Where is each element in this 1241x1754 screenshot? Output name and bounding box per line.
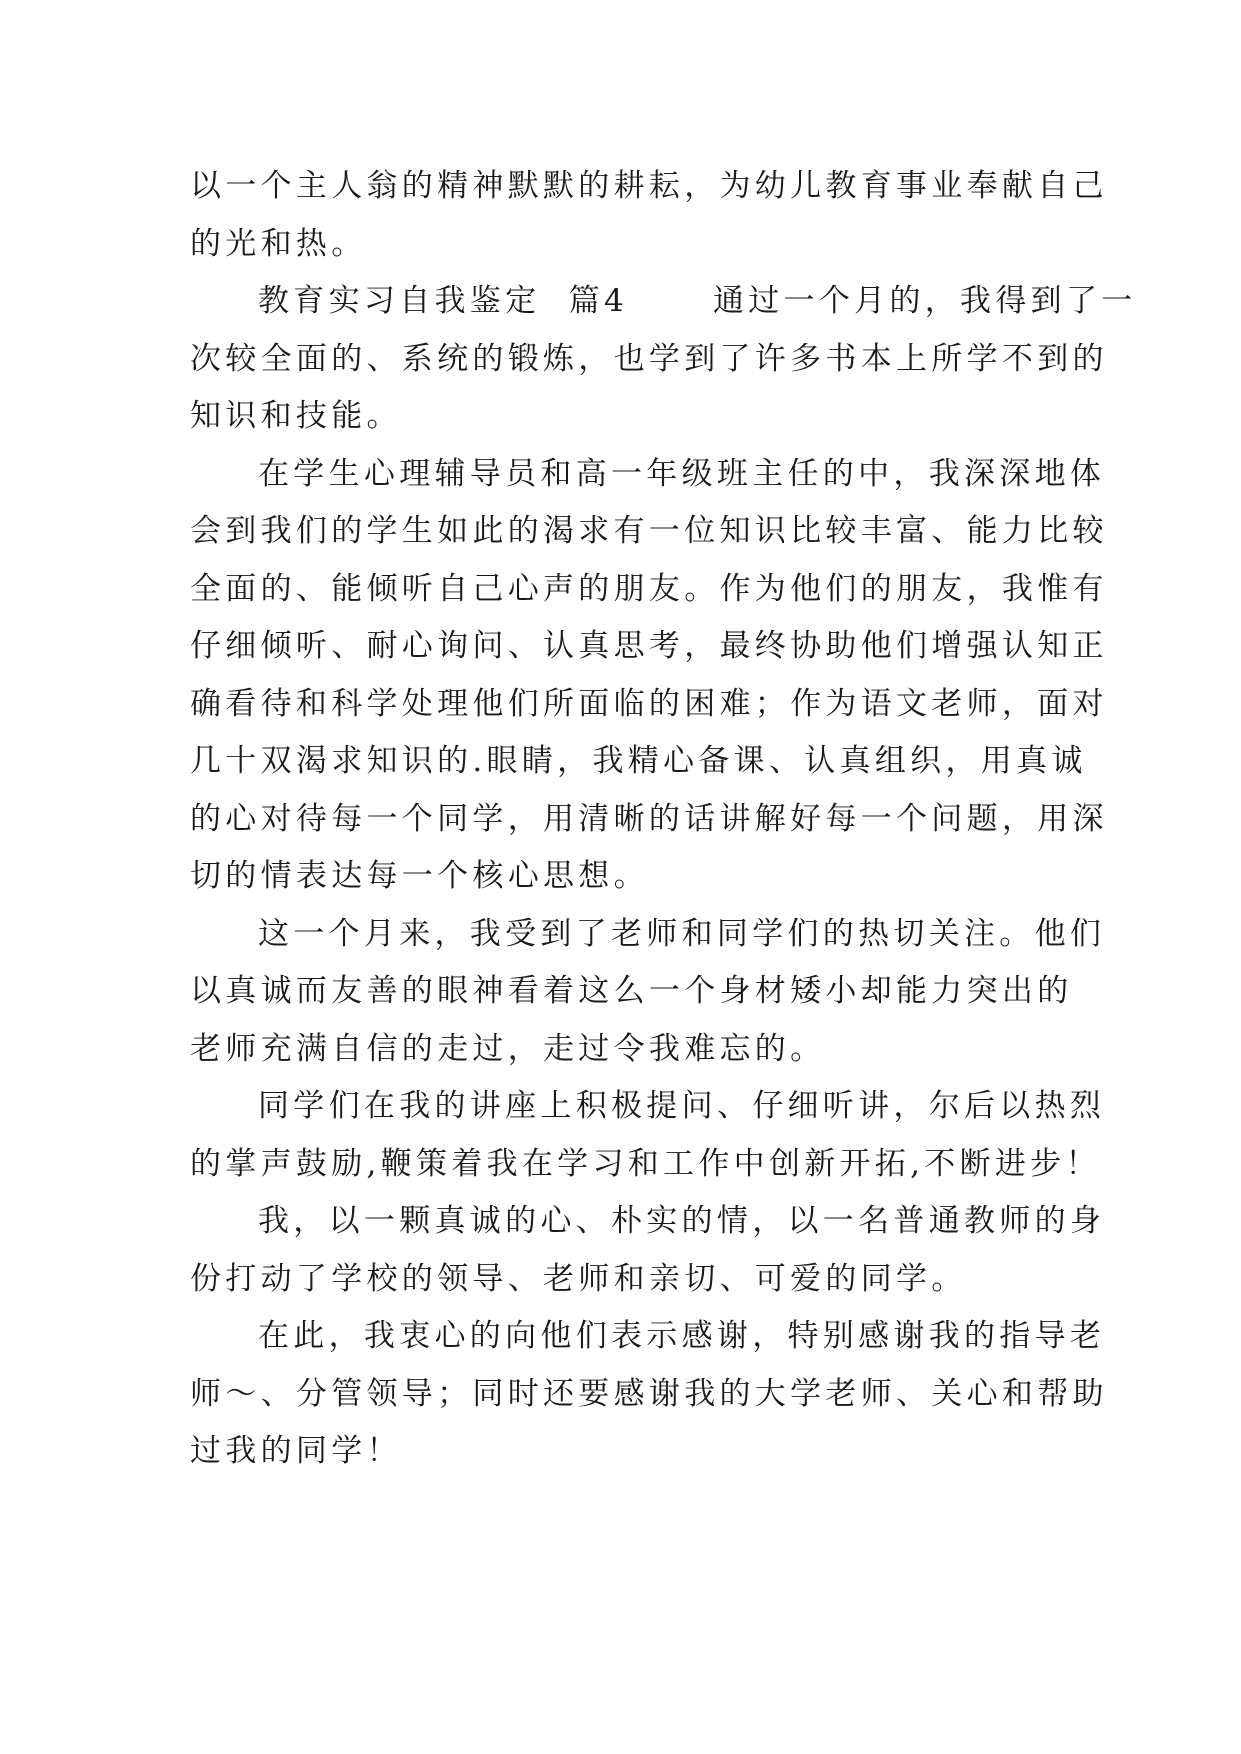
paragraph-line: 次较全面的、系统的锻炼，也学到了许多书本上所学不到的: [190, 340, 1108, 377]
paragraph-line: 师～、分管领导；同时还要感谢我的大学老师、关心和帮助: [190, 1375, 1108, 1412]
paragraph-line: 老师充满自信的走过，走过令我难忘的。: [190, 1030, 826, 1067]
paragraph-line: 全面的、能倾听自己心声的朋友。作为他们的朋友，我惟有: [190, 570, 1108, 607]
paragraph-line: 几十双渴求知识的.眼睛，我精心备课、认真组织，用真诚: [190, 743, 1087, 779]
paragraph-line: 在此，我衷心的向他们表示感谢，特别感谢我的指导老: [258, 1318, 1106, 1354]
paragraph-line: 以一个主人翁的精神默默的耕耘，为幼儿教育事业奉献自己: [190, 168, 1108, 204]
paragraph-line: 以真诚而友善的眼神看着这么一个身材矮小却能力突出的: [190, 973, 1073, 1009]
paragraph-line: 的光和热。: [190, 225, 367, 262]
document-page: [190, 158, 1137, 1481]
paragraph-line: 在学生心理辅导员和高一年级班主任的中，我深深地体: [258, 455, 1106, 492]
section-heading-line: 教育实习自我鉴定 篇4 通过一个月的，我得到了一: [258, 283, 1137, 319]
paragraph-line: 的掌声鼓励,鞭策着我在学习和工作中创新开拓,不断进步！: [190, 1145, 1101, 1182]
paragraph-line: 过我的同学！: [190, 1433, 402, 1469]
paragraph-line: 知识和技能。: [190, 398, 402, 434]
paragraph-line: 仔细倾听、耐心询问、认真思考，最终协助他们增强认知正: [190, 628, 1108, 664]
paragraph-line: 我，以一颗真诚的心、朴实的情，以一名普通教师的身: [258, 1203, 1106, 1239]
paragraph-line: 份打动了学校的领导、老师和亲切、可爱的同学。: [190, 1260, 967, 1297]
paragraph-line: 切的情表达每一个核心思想。: [190, 858, 649, 894]
paragraph-line: 的心对待每一个同学，用清晰的话讲解好每一个问题，用深: [190, 800, 1108, 837]
paragraph-line: 这一个月来，我受到了老师和同学们的热切关注。他们: [258, 915, 1106, 952]
paragraph-line: 确看待和科学处理他们所面临的困难；作为语文老师，面对: [190, 685, 1108, 722]
paragraph-line: 会到我们的学生如此的渴求有一位知识比较丰富、能力比较: [190, 513, 1108, 549]
paragraph-line: 同学们在我的讲座上积极提问、仔细听讲，尔后以热烈: [258, 1088, 1106, 1124]
